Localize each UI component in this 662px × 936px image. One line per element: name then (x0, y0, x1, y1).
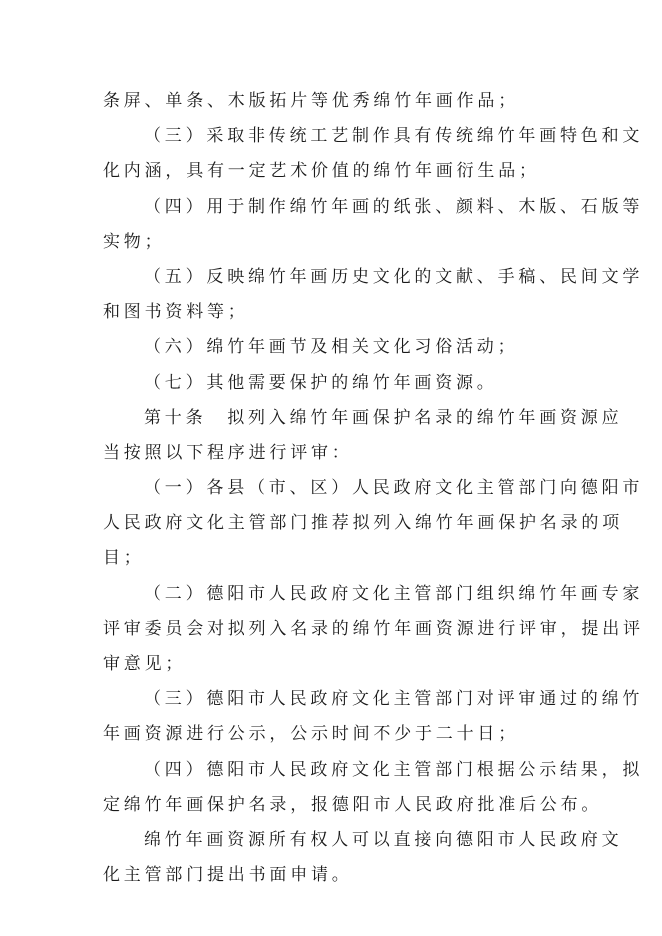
text-line: （三）采取非传统工艺制作具有传统绵竹年画特色和文 (144, 126, 644, 147)
text-line: 目； (103, 548, 145, 569)
text-line: 定绵竹年画保护名录，报德阳市人民政府批准后公布。 (103, 794, 603, 815)
text-line: （五）反映绵竹年画历史文化的文献、手稿、民间文学 (144, 266, 644, 287)
text-line: （四）用于制作绵竹年画的纸张、颜料、木版、石版等 (144, 196, 644, 217)
text-line: 和图书资料等； (103, 302, 249, 323)
text-line: 绵竹年画资源所有权人可以直接向德阳市人民政府文 (144, 829, 623, 850)
text-line: （四）德阳市人民政府文化主管部门根据公示结果，拟 (144, 759, 644, 780)
text-line: （七）其他需要保护的绵竹年画资源。 (144, 372, 498, 393)
text-line: 化主管部门提出书面申请。 (103, 865, 353, 886)
text-line: （二）德阳市人民政府文化主管部门组织绵竹年画专家 (144, 583, 644, 604)
text-line: 年画资源进行公示，公示时间不少于二十日； (103, 724, 519, 745)
text-line: 当按照以下程序进行评审： (103, 442, 353, 463)
text-line: 条屏、单条、木版拓片等优秀绵竹年画作品； (103, 91, 519, 111)
text-line: （六）绵竹年画节及相关文化习俗活动； (144, 337, 519, 358)
text-line: （一）各县（市、区）人民政府文化主管部门向德阳市 (144, 478, 644, 499)
text-line: 实物； (103, 231, 166, 252)
text-line: 评审委员会对拟列入名录的绵竹年画资源进行评审，提出评 (103, 618, 644, 639)
text-line: （三）德阳市人民政府文化主管部门对评审通过的绵竹 (144, 689, 644, 710)
article-heading-line: 第十条 拟列入绵竹年画保护名录的绵竹年画资源应 (144, 407, 623, 428)
text-line: 审意见； (103, 654, 187, 674)
text-line: 化内涵，具有一定艺术价值的绵竹年画衍生品； (103, 161, 540, 182)
text-line: 人民政府文化主管部门推荐拟列入绵竹年画保护名录的项 (103, 513, 623, 534)
document-page (103, 84, 644, 893)
